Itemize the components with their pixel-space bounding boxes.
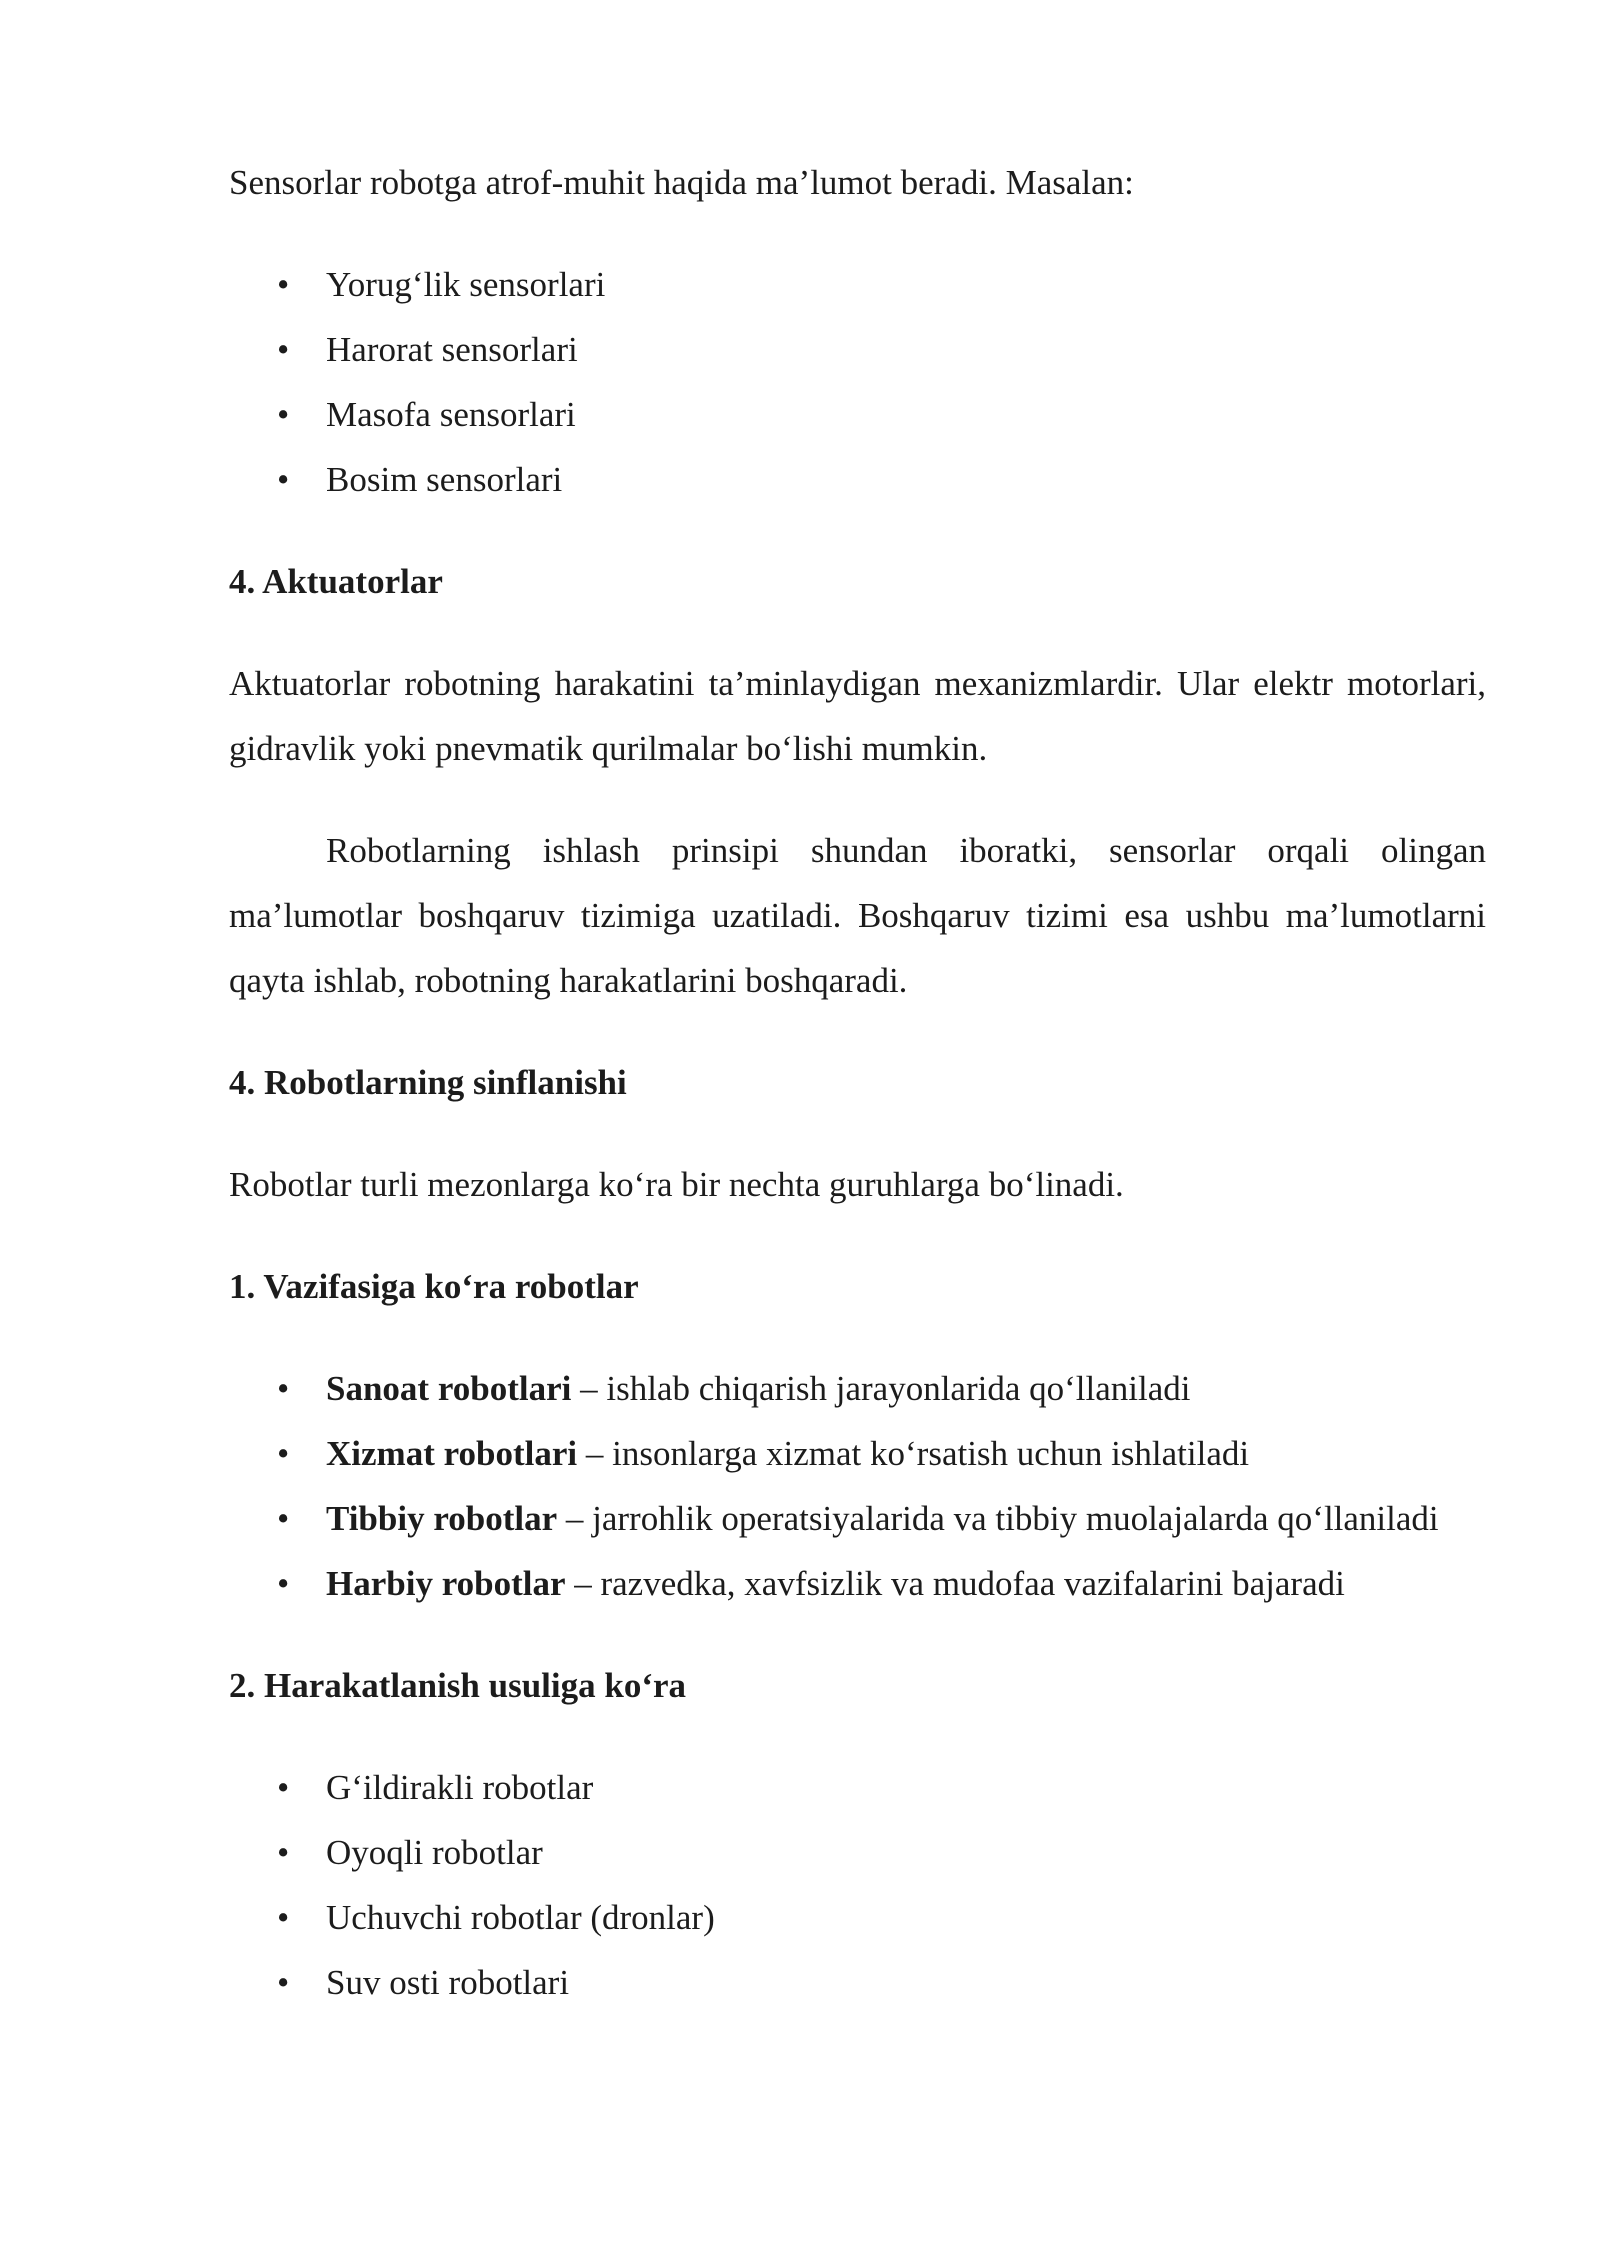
bullet-icon: • — [277, 1833, 290, 1872]
bullet-icon: • — [277, 1434, 290, 1473]
term: Xizmat robotlari — [326, 1434, 578, 1473]
vazifa-list — [229, 1356, 1486, 1616]
bullet-icon: • — [277, 1564, 290, 1603]
bullet-icon: • — [277, 1369, 290, 1408]
bullet-icon: • — [277, 460, 290, 499]
bullet-icon: • — [277, 265, 290, 304]
term-description: – jarrohlik operatsiyalarida va tibbiy muolajalarda qo‘llaniladi — [557, 1499, 1439, 1538]
bullet-icon: • — [277, 1963, 290, 2002]
section-heading-aktuatorlar: 4. Aktuatorlar — [229, 562, 443, 601]
aktuatorlar-paragraph: Aktuatorlar robotning harakatini ta’minlaydigan mexanizmlardir. Ular elektr motorlari, gidravlik yoki pnevmatik qurilmalar bo‘lishi mumkin. — [229, 664, 1486, 768]
harakat-list — [229, 1755, 1486, 2015]
term: Harbiy robotlar — [326, 1564, 566, 1603]
list-item — [229, 1551, 1486, 1616]
list-item: • Suv osti robotlari — [229, 1950, 1486, 2015]
subsection-heading-harakat: 2. Harakatlanish usuliga ko‘ra — [229, 1666, 687, 1705]
list-item: • Harorat sensorlari — [229, 317, 1486, 382]
sensor-list — [229, 252, 1486, 512]
bullet-icon: • — [277, 395, 290, 434]
intro-paragraph: Sensorlar robotga atrof-muhit haqida ma’lumot beradi. Masalan: — [229, 163, 1134, 202]
subsection-heading-vazifa: 1. Vazifasiga ko‘ra robotlar — [229, 1267, 639, 1306]
sinflanish-paragraph: Robotlar turli mezonlarga ko‘ra bir nechta guruhlarga bo‘linadi. — [229, 1165, 1124, 1204]
list-item — [229, 1421, 1486, 1486]
ishlash-prinsipi-paragraph: Robotlarning ishlash prinsipi shundan iboratki, sensorlar orqali olingan ma’lumotlar boshqaruv tizimiga uzatiladi. Boshqaruv tizimi esa ushbu ma’lumotlarni qayta ishlab, robotning harakatlarini boshqaradi. — [229, 831, 1486, 1000]
bullet-icon: • — [277, 1898, 290, 1937]
bullet-icon: • — [277, 1499, 290, 1538]
term-description: – razvedka, xavfsizlik va mudofaa vazifalarini bajaradi — [565, 1564, 1345, 1603]
section-heading-sinflanish: 4. Robotlarning sinflanishi — [229, 1063, 627, 1102]
list-item: • Masofa sensorlari — [229, 382, 1486, 447]
bullet-icon: • — [277, 330, 290, 369]
list-item: • Bosim sensorlari — [229, 447, 1486, 512]
list-item: • G‘ildirakli robotlar — [229, 1755, 1486, 1820]
list-item: • Uchuvchi robotlar (dronlar) — [229, 1885, 1486, 1950]
term-description: – insonlarga xizmat ko‘rsatish uchun ishlatiladi — [577, 1434, 1250, 1473]
bullet-icon: • — [277, 1768, 290, 1807]
term-description: – ishlab chiqarish jarayonlarida qo‘llaniladi — [571, 1369, 1191, 1408]
document-page — [229, 150, 1486, 2015]
list-item — [229, 1486, 1486, 1551]
list-item — [229, 1356, 1486, 1421]
term: Sanoat robotlari — [326, 1369, 572, 1408]
term: Tibbiy robotlar — [326, 1499, 558, 1538]
list-item: • Yorug‘lik sensorlari — [229, 252, 1486, 317]
list-item: • Oyoqli robotlar — [229, 1820, 1486, 1885]
